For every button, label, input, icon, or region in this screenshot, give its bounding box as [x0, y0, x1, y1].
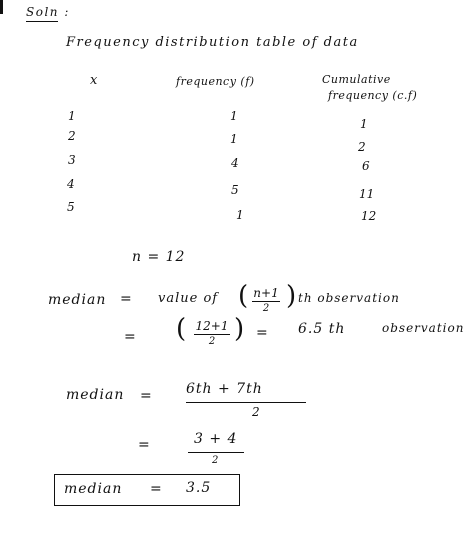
- right-paren: ): [286, 281, 297, 311]
- fraction-numerator: n+1: [253, 286, 279, 300]
- fraction-n-plus-1-over-2: [252, 287, 280, 314]
- equals-sign: =: [124, 329, 137, 345]
- final-median-value: 3.5: [186, 480, 212, 496]
- cell-x: 4: [67, 177, 75, 191]
- cell-x: 5: [67, 200, 75, 214]
- fraction-bar: [186, 402, 306, 403]
- cell-x: 2: [68, 129, 76, 143]
- cell-frequency: 1: [230, 109, 238, 123]
- cell-cumulative: 2: [358, 140, 366, 154]
- table-title: Frequency distribution table of data: [66, 35, 359, 50]
- median-label: median: [66, 387, 125, 403]
- header-cumulative-line2: frequency (c.f): [328, 89, 418, 102]
- cell-frequency: 5: [231, 183, 239, 197]
- th-observation-text: th observation: [298, 291, 400, 305]
- fraction-bar: [194, 334, 230, 335]
- header-cumulative-line1: Cumulative: [322, 73, 391, 86]
- soln-label: Soln :: [26, 5, 70, 19]
- equals-sign: =: [150, 481, 163, 497]
- equals-sign: =: [256, 325, 269, 341]
- equals-sign: =: [120, 291, 133, 307]
- cell-x: 1: [68, 109, 76, 123]
- value-of-text: value of: [158, 291, 219, 306]
- median-label: median: [64, 481, 123, 497]
- header-frequency: frequency (f): [176, 75, 255, 88]
- numerator-6th-plus-7th: 6th + 7th: [186, 381, 263, 397]
- cell-cumulative: 11: [359, 187, 375, 201]
- fraction-12-plus-1-over-2: [194, 320, 230, 347]
- margin-mark: [0, 0, 3, 14]
- result-6-5th: 6.5 th: [298, 321, 346, 337]
- cell-cumulative: 6: [362, 159, 370, 173]
- cell-x: 3: [68, 153, 76, 167]
- denominator-2: 2: [212, 455, 220, 466]
- left-paren: (: [238, 281, 249, 311]
- soln-underline: [26, 21, 58, 22]
- cell-frequency: 1: [236, 208, 244, 222]
- cell-frequency: 4: [231, 156, 239, 170]
- equals-sign: =: [140, 388, 153, 404]
- observation-text: observation: [382, 321, 465, 335]
- numerator-3-plus-4: 3 + 4: [194, 431, 238, 447]
- fraction-bar: [188, 452, 244, 453]
- cell-frequency: 1: [230, 132, 238, 146]
- header-x: x: [90, 73, 98, 88]
- fraction-denominator: 2: [208, 336, 216, 347]
- equals-sign: =: [138, 437, 151, 453]
- left-paren: (: [176, 314, 187, 344]
- cell-cumulative: 12: [361, 209, 377, 223]
- cell-cumulative: 1: [360, 117, 368, 131]
- median-label: median: [48, 292, 107, 308]
- fraction-bar: [252, 301, 280, 302]
- n-value-line: n = 12: [132, 249, 186, 265]
- denominator-2: 2: [252, 405, 261, 419]
- fraction-denominator: 2: [262, 303, 270, 314]
- fraction-numerator: 12+1: [195, 319, 229, 333]
- right-paren: ): [234, 314, 245, 344]
